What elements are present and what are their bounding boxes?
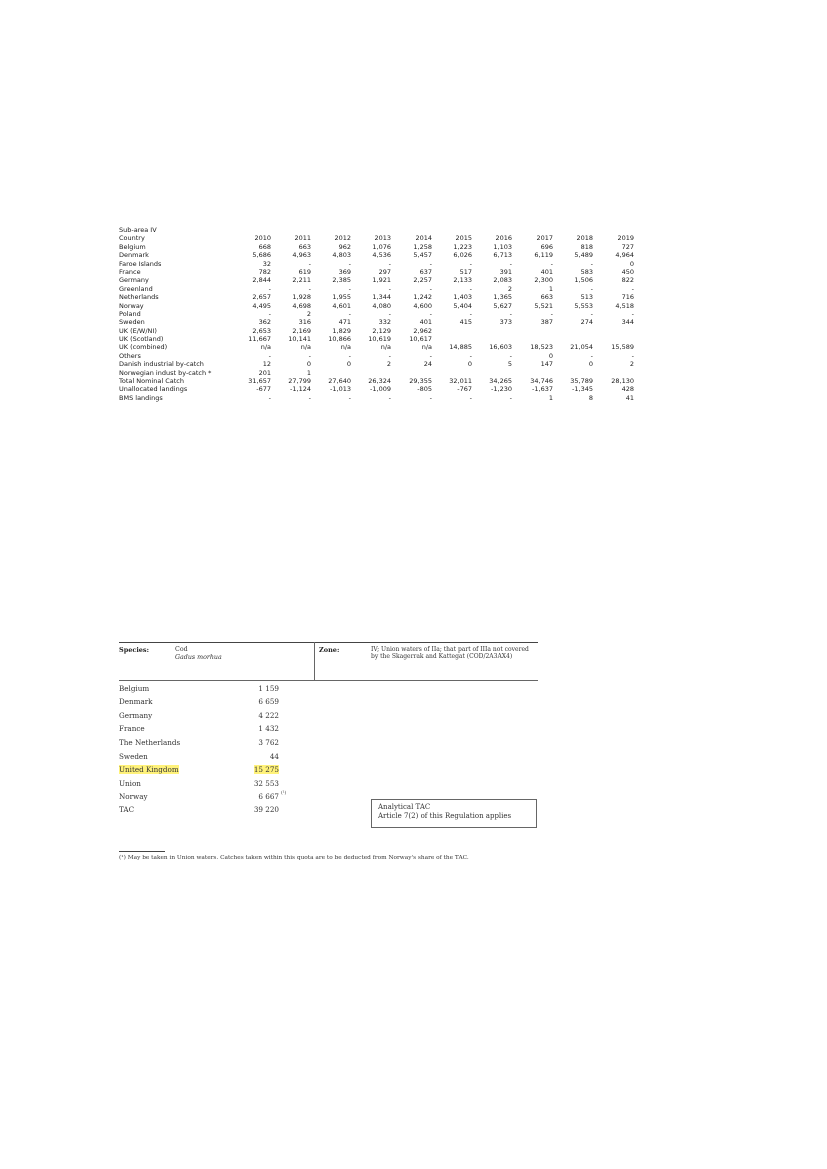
table-cell: 2,385 (332, 276, 351, 285)
table-cell: 1,403 (453, 293, 472, 302)
table-cell: - (469, 259, 472, 268)
table-cell: 5,404 (453, 301, 472, 310)
table-cell: 12 (262, 360, 271, 369)
quota-country: Germany (119, 711, 153, 720)
quota-row (119, 752, 299, 765)
quota-row (119, 765, 299, 778)
header-year: 2011 (294, 234, 311, 243)
row-label: Poland (119, 309, 141, 318)
table-cell: 2,962 (413, 326, 432, 335)
table-cell: 428 (621, 385, 634, 394)
table-cell: n/a (421, 343, 432, 352)
table-cell: 1,921 (372, 276, 391, 285)
table-cell: 1,076 (372, 242, 391, 251)
table-cell: - (590, 284, 593, 293)
table-cell: 2,844 (252, 276, 271, 285)
header-year: 2016 (495, 234, 512, 243)
catch-table (119, 226, 639, 402)
table-cell: - (388, 351, 391, 360)
table-cell: -1,345 (572, 385, 593, 394)
table-cell: 4,600 (413, 301, 432, 310)
header-country-label: Country (119, 234, 145, 243)
quota-value-text: 39 220 (253, 805, 279, 814)
table-cell: 15,589 (611, 343, 634, 352)
quota-value (237, 697, 279, 706)
table-cell: 637 (419, 267, 432, 276)
table-cell: 1,258 (413, 242, 432, 251)
table-cell: - (348, 393, 351, 402)
table-cell: - (550, 259, 553, 268)
row-label: Unallocated landings (119, 385, 188, 394)
table-cell: - (509, 351, 512, 360)
row-label: Germany (119, 276, 149, 285)
table-cell: - (348, 259, 351, 268)
table-row (119, 318, 639, 326)
table-cell: - (429, 284, 432, 293)
table-cell: -1,637 (532, 385, 553, 394)
table-cell: - (590, 259, 593, 268)
tac-box-line1: Analytical TAC (378, 803, 431, 811)
zone-label: Zone: (319, 646, 340, 654)
table-cell: 822 (621, 276, 634, 285)
table-row (119, 310, 639, 318)
table-cell: - (268, 351, 271, 360)
quota-value (237, 684, 279, 693)
table-cell: - (469, 309, 472, 318)
table-cell: 2,300 (534, 276, 553, 285)
quota-country: France (119, 724, 145, 733)
footnote-marker: (¹) (281, 791, 287, 796)
table-cell: 663 (540, 293, 553, 302)
table-cell: 344 (621, 318, 634, 327)
table-row (119, 385, 639, 393)
table-cell: 1,955 (332, 293, 351, 302)
table-cell: 4,803 (332, 251, 351, 260)
row-label: Others (119, 351, 141, 360)
table-cell: 14,885 (449, 343, 472, 352)
table-cell: - (388, 259, 391, 268)
quota-value (237, 805, 279, 814)
table-cell: 201 (258, 368, 271, 377)
quota-value-text: 15 275 (253, 765, 279, 774)
table-cell: 0 (467, 360, 472, 369)
table-cell: 2,129 (372, 326, 391, 335)
table-cell: 517 (459, 267, 472, 276)
quota-country: Sweden (119, 752, 148, 761)
quota-row (119, 711, 299, 724)
table-cell: -805 (417, 385, 432, 394)
quota-value-text: 3 762 (258, 738, 279, 747)
table-cell: 8 (588, 393, 593, 402)
table-cell: -1,013 (330, 385, 351, 394)
table-cell: 5,489 (574, 251, 593, 260)
quota-value-text: 6 659 (258, 697, 279, 706)
row-label: UK (E/W/NI) (119, 326, 157, 335)
table-row (119, 369, 639, 377)
table-cell: 450 (621, 267, 634, 276)
table-cell: - (348, 351, 351, 360)
table-cell: 415 (459, 318, 472, 327)
table-cell: 5,553 (574, 301, 593, 310)
table-cell: 387 (540, 318, 553, 327)
table-cell: n/a (300, 343, 311, 352)
table-row (119, 285, 639, 293)
table-cell: 332 (378, 318, 391, 327)
quota-value (237, 765, 279, 774)
table-row (119, 352, 639, 360)
quota-country: Denmark (119, 697, 153, 706)
zone-description: IV; Union waters of IIa; that part of IIIa not covered by the Skagerrak and Kattegat (COD/2A3AX4) (371, 646, 529, 661)
species-latin-name: Gadus morhua (175, 654, 222, 661)
table-cell: 4,495 (252, 301, 271, 310)
tac-box (371, 799, 537, 828)
table-cell: 10,866 (328, 335, 351, 344)
table-cell: 782 (258, 267, 271, 276)
table-cell: - (388, 284, 391, 293)
table-row (119, 276, 639, 284)
table-cell: 6,026 (453, 251, 472, 260)
row-label: UK (combined) (119, 343, 168, 352)
table-cell: 696 (540, 242, 553, 251)
species-common-name: Cod (175, 646, 188, 653)
table-cell: 1 (306, 368, 311, 377)
row-label: Norway (119, 301, 144, 310)
table-cell: - (308, 284, 311, 293)
table-cell: - (308, 259, 311, 268)
table-cell: -767 (457, 385, 472, 394)
table-cell: 391 (499, 267, 512, 276)
quota-value (237, 752, 279, 761)
quota-row (119, 684, 299, 697)
quota-row (119, 724, 299, 737)
table-cell: - (308, 393, 311, 402)
table-cell: 619 (298, 267, 311, 276)
table-body (119, 243, 639, 402)
row-label: Faroe Islands (119, 259, 162, 268)
table-row (119, 377, 639, 385)
table-row (119, 360, 639, 368)
table-cell: 4,601 (332, 301, 351, 310)
quota-value (237, 738, 279, 747)
table-cell: n/a (260, 343, 271, 352)
quota-country: Belgium (119, 684, 150, 693)
table-cell: 27,799 (288, 377, 311, 386)
table-cell: -1,230 (491, 385, 512, 394)
table-row (119, 394, 639, 402)
quota-value (237, 791, 287, 801)
table-row (119, 268, 639, 276)
table-cell: 18,523 (530, 343, 553, 352)
table-cell: 1,223 (453, 242, 472, 251)
table-cell: 34,746 (530, 377, 553, 386)
table-cell: 2 (306, 309, 311, 318)
table-cell: 10,617 (409, 335, 432, 344)
footnote: (¹) May be taken in Union waters. Catches taken within this quota are to be deducted from Norway's share of the TAC. (119, 855, 469, 861)
table-cell: - (348, 309, 351, 318)
quota-country: Union (119, 779, 141, 788)
table-cell: 28,130 (611, 377, 634, 386)
table-cell: - (308, 351, 311, 360)
table-cell: 663 (298, 242, 311, 251)
row-label: Greenland (119, 284, 153, 293)
quota-row (119, 805, 299, 818)
table-cell: 2 (629, 360, 634, 369)
table-cell: 5,686 (252, 251, 271, 260)
table-cell: 274 (580, 318, 593, 327)
table-cell: 41 (625, 393, 634, 402)
table-cell: 2,083 (493, 276, 512, 285)
table-cell: 34,265 (489, 377, 512, 386)
table-cell: 4,518 (615, 301, 634, 310)
table-title: Sub-area IV (119, 226, 157, 234)
table-cell: -1,009 (370, 385, 391, 394)
quota-value-text: 6 667 (258, 792, 279, 801)
table-cell: - (631, 309, 634, 318)
table-cell: n/a (340, 343, 351, 352)
table-cell: - (268, 309, 271, 318)
table-cell: 1,506 (574, 276, 593, 285)
table-cell: 16,603 (489, 343, 512, 352)
footnote-rule (119, 851, 165, 852)
header-year: 2013 (374, 234, 391, 243)
header-year: 2017 (536, 234, 553, 243)
table-cell: 10,619 (368, 335, 391, 344)
table-cell: 5 (507, 360, 512, 369)
table-cell: 147 (540, 360, 553, 369)
table-cell: - (388, 309, 391, 318)
table-cell: 0 (629, 259, 634, 268)
quota-row (119, 779, 299, 792)
top-rule (119, 642, 538, 643)
table-cell: 401 (540, 267, 553, 276)
table-row (119, 302, 639, 310)
table-cell: - (590, 309, 593, 318)
tac-box-line2: Article 7(2) of this Regulation applies (378, 812, 512, 820)
table-cell: 362 (258, 318, 271, 327)
row-label: BMS landings (119, 393, 163, 402)
table-cell: 316 (298, 318, 311, 327)
table-cell: - (348, 284, 351, 293)
table-cell: - (469, 393, 472, 402)
table-cell: - (469, 351, 472, 360)
quota-value-text: 32 553 (253, 779, 279, 788)
table-cell: 513 (580, 293, 593, 302)
table-cell: 2,657 (252, 293, 271, 302)
table-cell: 727 (621, 242, 634, 251)
table-cell: 4,698 (292, 301, 311, 310)
table-cell: 2,653 (252, 326, 271, 335)
table-cell: 4,964 (615, 251, 634, 260)
table-cell: 1,365 (493, 293, 512, 302)
table-cell: 2 (507, 284, 512, 293)
table-cell: 668 (258, 242, 271, 251)
table-row (119, 327, 639, 335)
table-cell: 0 (306, 360, 311, 369)
table-cell: - (388, 393, 391, 402)
table-cell: 0 (548, 351, 553, 360)
quota-country: United Kingdom (119, 765, 179, 774)
row-label: Belgium (119, 242, 146, 251)
table-cell: 1 (548, 284, 553, 293)
quota-value (237, 711, 279, 720)
table-cell: 0 (588, 360, 593, 369)
table-cell: -1,124 (290, 385, 311, 394)
table-cell: 716 (621, 293, 634, 302)
table-cell: 6,119 (534, 251, 553, 260)
table-cell: - (429, 351, 432, 360)
table-cell: n/a (380, 343, 391, 352)
quota-value-text: 4 222 (258, 711, 279, 720)
row-label: UK (Scotland) (119, 335, 164, 344)
table-cell: - (268, 393, 271, 402)
quota-row (119, 792, 299, 805)
table-cell: 10,141 (288, 335, 311, 344)
table-cell: 5,627 (493, 301, 512, 310)
header-year: 2015 (455, 234, 472, 243)
table-cell: - (550, 309, 553, 318)
quota-country: The Netherlands (119, 738, 181, 747)
table-cell: 5,457 (413, 251, 432, 260)
quota-value (237, 724, 279, 733)
row-label: Total Nominal Catch (119, 377, 184, 386)
table-cell: 32,011 (449, 377, 472, 386)
table-cell: 1,242 (413, 293, 432, 302)
table-cell: 471 (338, 318, 351, 327)
table-cell: 2 (386, 360, 391, 369)
table-cell: 4,963 (292, 251, 311, 260)
table-cell: 2,169 (292, 326, 311, 335)
quota-row (119, 738, 299, 751)
quota-country: Norway (119, 792, 148, 801)
table-cell: - (429, 259, 432, 268)
table-cell: 31,657 (248, 377, 271, 386)
table-row (119, 343, 639, 351)
table-cell: 1,829 (332, 326, 351, 335)
table-cell: 401 (419, 318, 432, 327)
table-header-row (119, 234, 639, 242)
quota-value-text: 1 159 (258, 684, 279, 693)
header-divider (314, 642, 315, 680)
table-row (119, 260, 639, 268)
table-cell: 2,211 (292, 276, 311, 285)
table-cell: 4,080 (372, 301, 391, 310)
table-row (119, 293, 639, 301)
table-cell: 24 (423, 360, 432, 369)
header-year: 2019 (617, 234, 634, 243)
table-cell: - (469, 284, 472, 293)
row-label: Netherlands (119, 293, 159, 302)
table-cell: - (509, 309, 512, 318)
table-cell: - (509, 259, 512, 268)
header-year: 2012 (334, 234, 351, 243)
table-cell: - (429, 309, 432, 318)
table-cell: 26,324 (368, 377, 391, 386)
table-cell: -677 (256, 385, 271, 394)
table-cell: 1,928 (292, 293, 311, 302)
table-cell: 29,355 (409, 377, 432, 386)
table-cell: 1,344 (372, 293, 391, 302)
table-cell: 1,103 (493, 242, 512, 251)
table-cell: 2,257 (413, 276, 432, 285)
quota-row (119, 697, 299, 710)
row-label: Sweden (119, 318, 145, 327)
table-cell: 35,789 (570, 377, 593, 386)
row-label: France (119, 267, 141, 276)
row-label: Danish industrial by-catch (119, 360, 204, 369)
header-rule (119, 680, 538, 681)
table-cell: 373 (499, 318, 512, 327)
header-year: 2014 (415, 234, 432, 243)
table-cell: 369 (338, 267, 351, 276)
table-cell: 583 (580, 267, 593, 276)
table-cell: 962 (338, 242, 351, 251)
row-label: Norwegian indust by-catch * (119, 368, 212, 377)
quota-value-text: 44 (269, 752, 279, 761)
quota-value-text: 1 432 (258, 724, 279, 733)
header-year: 2010 (254, 234, 271, 243)
table-cell: 4,536 (372, 251, 391, 260)
quota-country: TAC (119, 805, 135, 814)
table-cell: 21,054 (570, 343, 593, 352)
table-cell: 5,521 (534, 301, 553, 310)
table-cell: - (590, 351, 593, 360)
table-cell: 818 (580, 242, 593, 251)
header-year: 2018 (576, 234, 593, 243)
table-cell: 32 (262, 259, 271, 268)
table-row (119, 243, 639, 251)
table-cell: - (509, 393, 512, 402)
table-cell: 27,640 (328, 377, 351, 386)
table-cell: 2,133 (453, 276, 472, 285)
row-label: Denmark (119, 251, 149, 260)
table-cell: - (429, 393, 432, 402)
table-cell: 11,667 (248, 335, 271, 344)
table-row (119, 251, 639, 259)
table-cell: - (268, 284, 271, 293)
table-cell: 6,713 (493, 251, 512, 260)
table-cell: 297 (378, 267, 391, 276)
quota-value (237, 779, 279, 788)
table-row (119, 335, 639, 343)
species-label: Species: (119, 646, 149, 654)
table-cell: - (631, 284, 634, 293)
table-cell: - (631, 351, 634, 360)
table-cell: 0 (346, 360, 351, 369)
table-cell: 1 (548, 393, 553, 402)
